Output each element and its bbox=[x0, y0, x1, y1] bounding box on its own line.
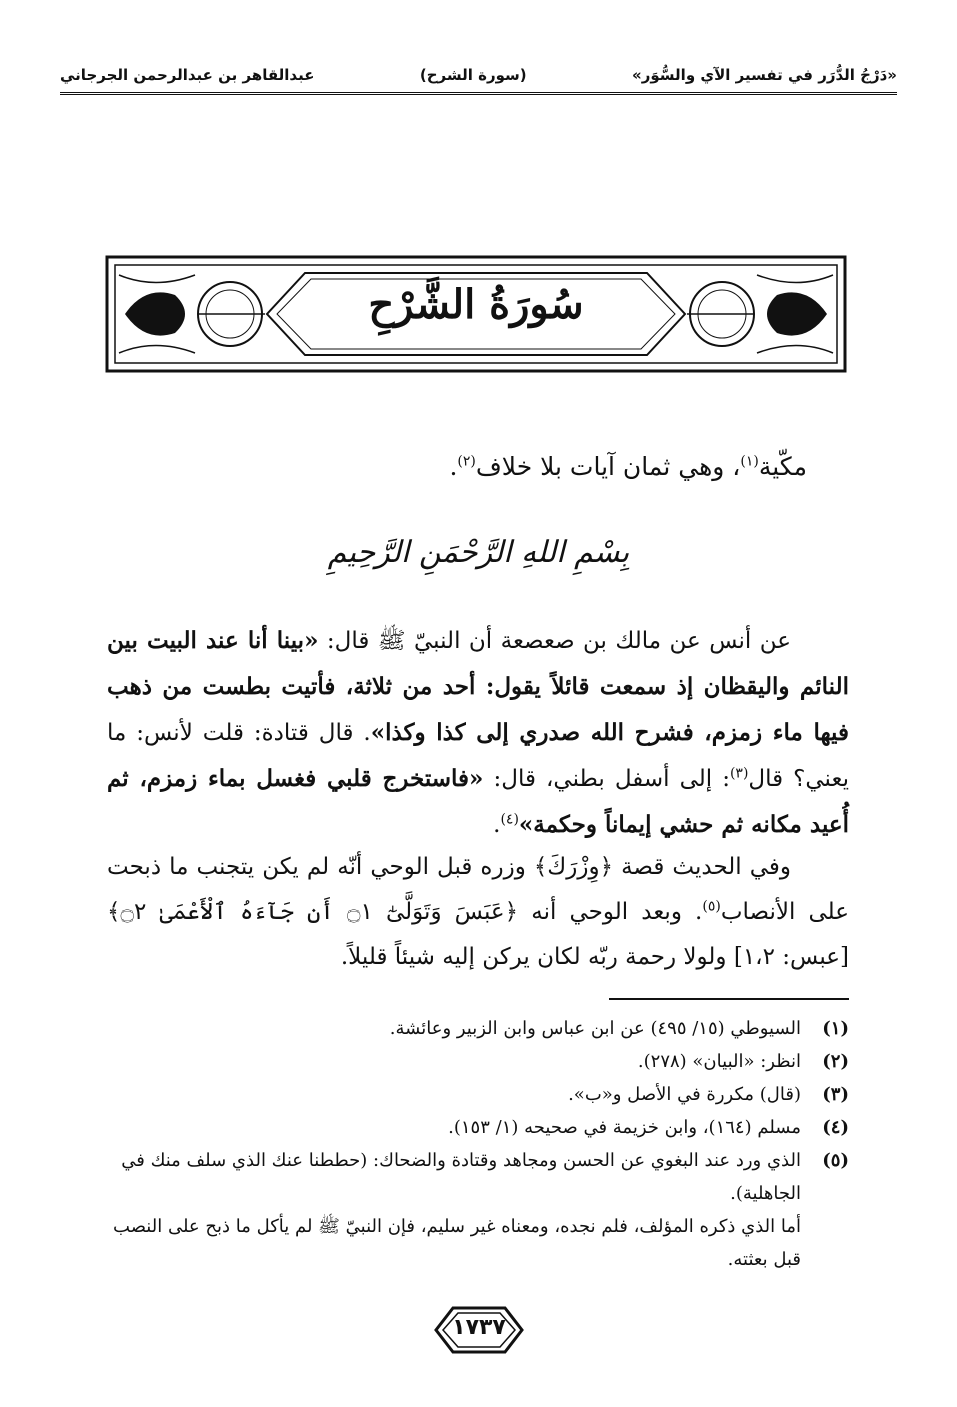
surah-label: (سورة الشرح) bbox=[419, 66, 527, 84]
running-header bbox=[60, 58, 897, 92]
author-name: عبدالقاهر بن عبدالرحمن الجرجاني bbox=[60, 66, 315, 84]
footnotes bbox=[107, 1012, 849, 1276]
footnote-ref: (١) bbox=[740, 453, 759, 470]
surah-intro: مكّية$^{(١)}$، وهي ثمان آيات بلا خلاف$^{(٢)}$. bbox=[449, 452, 807, 481]
footnote-item: (٣) (قال) مكررة في الأصل و«ب». bbox=[568, 1084, 849, 1105]
surah-banner bbox=[105, 255, 847, 373]
basmala: بِسْمِ اللهِ الرَّحْمَنِ الرَّحِيمِ bbox=[327, 535, 630, 570]
surah-title: سُورَةُ الشَّرْحِ bbox=[368, 281, 584, 328]
paragraph-hadith: عن أنس عن مالك بن صعصعة أن النبيّ ﷺ قال: «بينا أنا عند البيت بين النائم واليقظان إذ سمعت قائلاً يقول: أحد من ثلاثة، فأتيت بطست من ذهب فيها ماء زمزم، فشرح الله صدري إلى كذا وكذا». قال قتادة: قلت لأنس: ما يعني؟ قال$^{(٣)}$: إلى أسفل بطني، قال: «فاستخرج قلبي فغسل بماء زمزم، ثم أُعيد مكانه ثم حشي إيماناً وحكمة»$^{(٤)}$. bbox=[107, 627, 849, 838]
header-rule bbox=[60, 92, 897, 95]
footnote-ref: (٤) bbox=[500, 811, 519, 828]
book-title: «دَرْجُ الدُّرَر في تفسير الآي والسُّوَر» bbox=[632, 66, 897, 84]
footnote-ref: (٢) bbox=[457, 453, 476, 470]
footnote-ref: (٥) bbox=[702, 898, 721, 915]
footnote-item: (١) السيوطي (١٥/ ٤٩٥) عن ابن عباس وابن الزبير وعائشة. bbox=[389, 1018, 849, 1039]
footnote-divider bbox=[609, 998, 849, 1000]
footnote-ref: (٣) bbox=[729, 765, 749, 782]
footnote-item: (٤) مسلم (١٦٤)، وابن خزيمة في صحيحه (١/ ١٥٣). bbox=[448, 1117, 849, 1138]
page-number: ١٧٣٧ bbox=[433, 1305, 525, 1355]
footnote-item: (٢) انظر: «البيان» (٢٧٨). bbox=[637, 1051, 849, 1072]
footnote-continuation: أما الذي ذكره المؤلف، فلم نجده، ومعناه غير سليم، فإن النبيّ ﷺ لم يأكل ما ذبح على النصب قبل بعثته. bbox=[113, 1216, 801, 1270]
paragraph-commentary: وفي الحديث قصة ﴿وِزْرَكَ﴾ وزره قبل الوحي أنّه لم يكن يتجنب ما ذبحت على الأنصاب$^{(٥)}$. وبعد الوحي أنه ﴿عَبَسَ وَتَوَلَّىٰٓ ۝١ أَن جَآءَهُ ٱلْأَعْمَىٰ ۝٢﴾ [عبس: ١،٢] ولولا رحمة ربّه لكان يركن إليه شيئاً قليلاً. bbox=[107, 854, 849, 970]
footnote-item: (٥) الذي ورد عند البغوي عن الحسن ومجاهد وقتادة والضحاك: (حططنا عنك الذي سلف منك في الجاهلية). bbox=[121, 1150, 849, 1204]
